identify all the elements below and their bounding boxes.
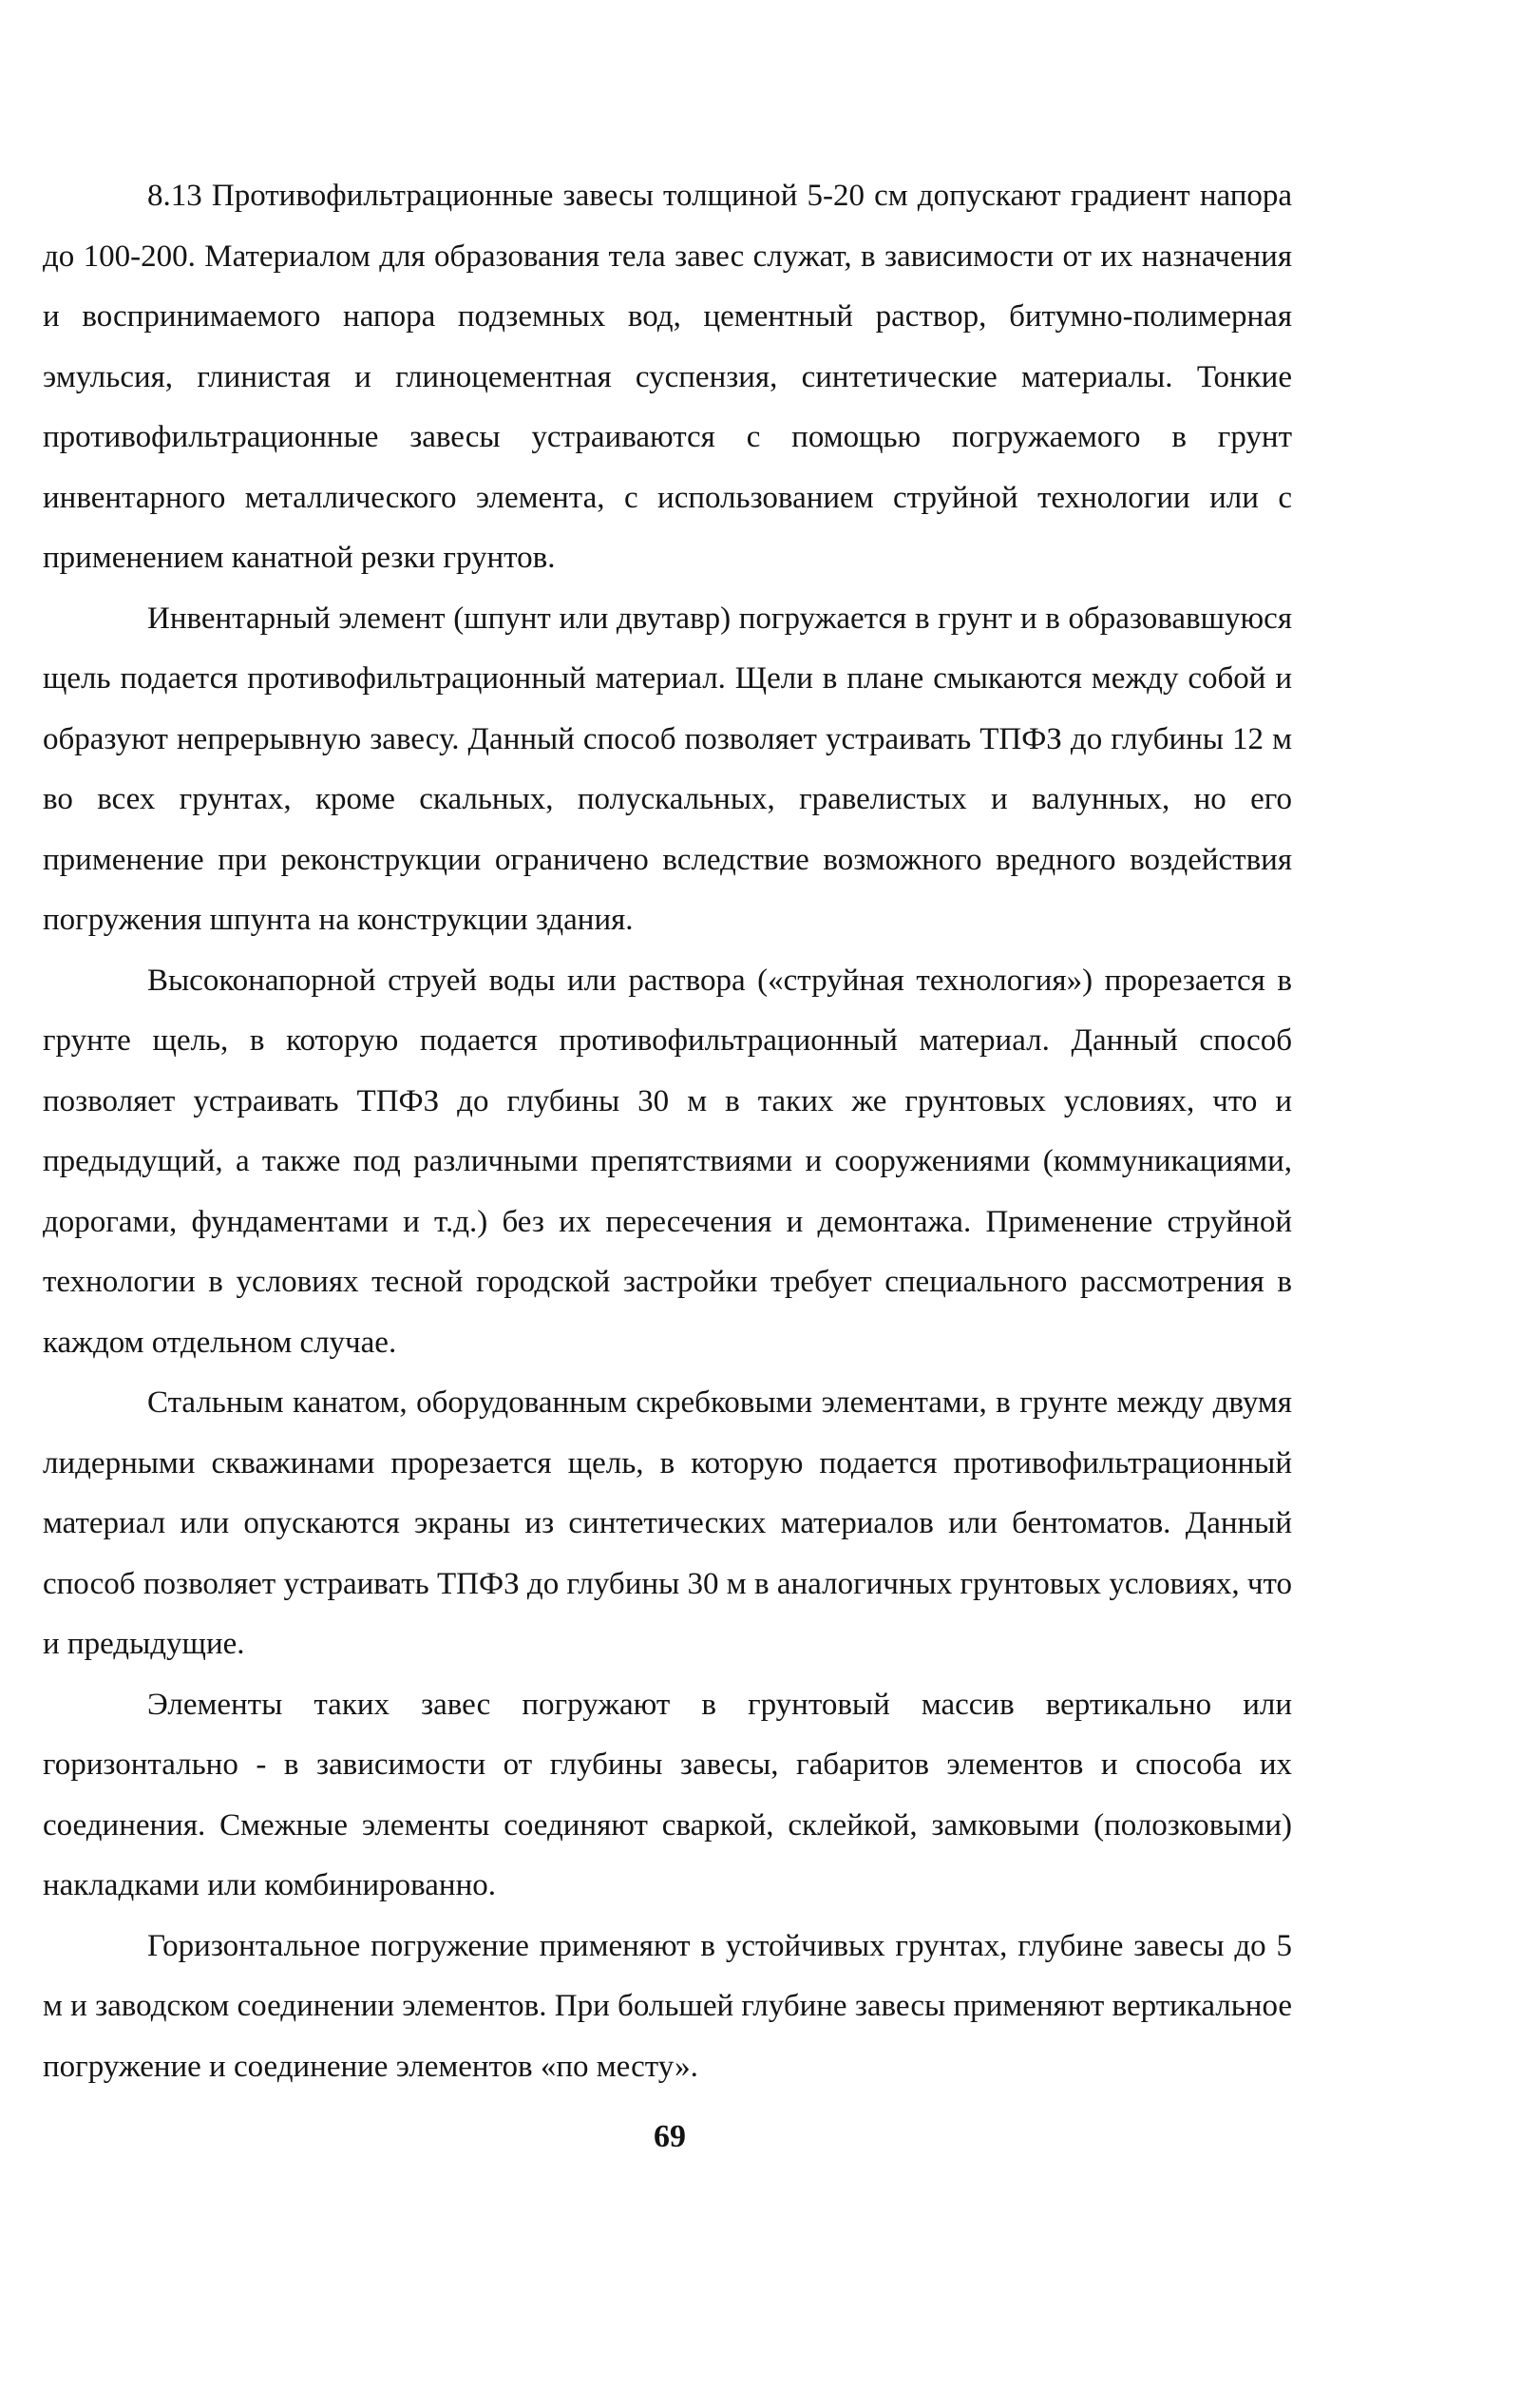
paragraph-3: Высоконапорной струей воды или раствора («струйная технология») прорезается в грунте щель, в которую подается противофильтрационный материал. Данный способ позволяет устраивать ТПФЗ до глубины 30 м в таких же грунтовых условиях, что и предыдущий, а также под различными препятствиями и сооружениями (коммуникациями, дорогами, фундаментами и т.д.) без их пересечения и демонтажа. Применение струйной технологии в условиях тесной городской застройки требует специального рассмотрения в каждом отдельном случае. [43, 963, 1292, 1360]
body-text [43, 166, 1292, 2097]
paragraph-1: 8.13 Противофильтрационные завесы толщиной 5-20 см допускают градиент напора до 100-200. Материалом для образования тела завес служат, в зависимости от их назначения и воспринимаемого напора подземных вод, цементный раствор, битумно-полимерная эмульсия, глинистая и глиноцементная суспензия, синтетические материалы. Тонкие противофильтрационные завесы устраиваются с помощью погружаемого в грунт инвентарного металлического элемента, с использованием струйной технологии или с применением канатной резки грунтов. [43, 179, 1292, 575]
page-number: 69 [654, 2119, 686, 2154]
paragraph-2: Инвентарный элемент (шпунт или двутавр) погружается в грунт и в образовавшуюся щель подается противофильтрационный материал. Щели в плане смыкаются между собой и образуют непрерывную завесу. Данный способ позволяет устраивать ТПФЗ до глубины 12 м во всех грунтах, кроме скальных, полускальных, гравелистых и валунных, но его применение при реконструкции ограничено вследствие возможного вредного воздействия погружения шпунта на конструкции здания. [43, 601, 1292, 937]
paragraph-6: Горизонтальное погружение применяют в устойчивых грунтах, глубине завесы до 5 м и заводском соединении элементов. При большей глубине завесы применяют вертикальное погружение и соединение элементов «по месту». [43, 1928, 1292, 2084]
paragraph-5: Элементы таких завес погружают в грунтовый массив вертикально или горизонтально - в зависимости от глубины завесы, габаритов элементов и способа их соединения. Смежные элементы соединяют сваркой, склейкой, замковыми (полозковыми) накладками или комбинированно. [43, 1687, 1292, 1902]
paragraph-4: Стальным канатом, оборудованным скребковыми элементами, в грунте между двумя лидерными скважинами прорезается щель, в которую подается противофильтрационный материал или опускаются экраны из синтетических материалов или бентоматов. Данный способ позволяет устраивать ТПФЗ до глубины 30 м в аналогичных грунтовых условиях, что и предыдущие. [43, 1385, 1292, 1661]
